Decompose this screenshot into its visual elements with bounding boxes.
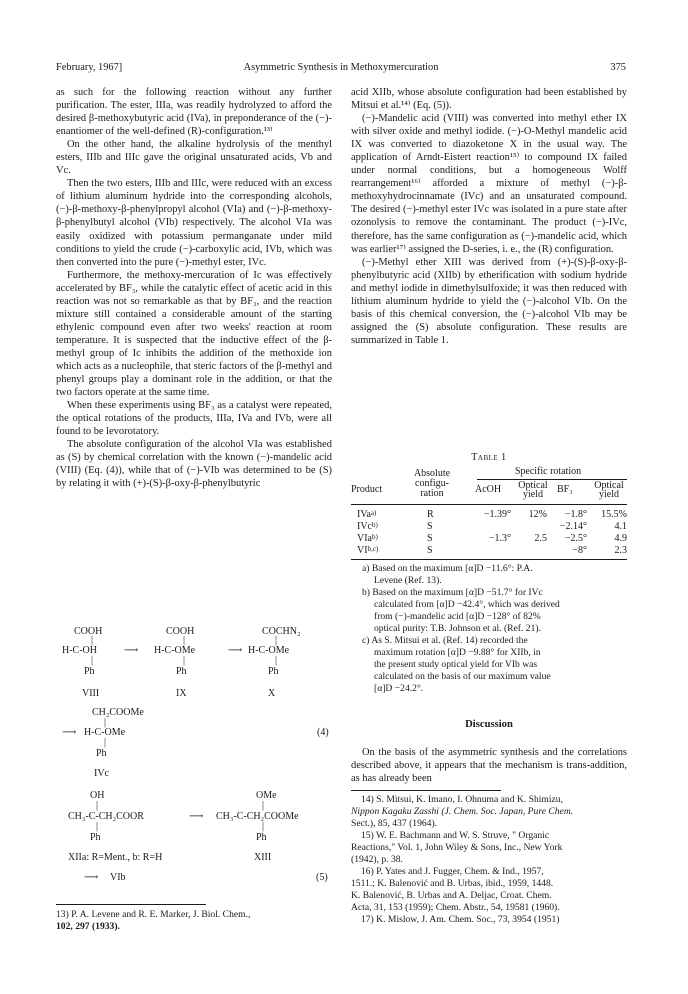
table-note: c) As S. Mitsui et al. (Ref. 14) recorded the xyxy=(362,635,528,646)
scheme-eq4: COOH COOH COCHN₂ | | | H-C-OH ⟶ H-C-OMe ⟶ H-C-OMe | | | Ph Ph Ph VIII IX X CH₂COOMe | ⟶ H-C-OMe (4) | Ph IVc xyxy=(62,626,329,779)
paragraph: The absolute configuration of the alcohol VIa was established as (S) by chemical correlation with the known (−)-mandelic acid (VIII) (Eq. (4)), while that of (−)-VIb was determined to be (S) by relating it with (+)-(S)-β-oxy-β-phenylbutyric xyxy=(56,439,332,490)
chem-text: COOH xyxy=(166,626,195,637)
footnote-line: 102, 297 (1933). xyxy=(56,921,120,932)
chem-text: COCHN₂ xyxy=(262,626,301,637)
col-header-absolute: ration xyxy=(420,488,444,499)
col-header-absolute: configu- xyxy=(415,478,449,489)
col-header-acoh: AcOH xyxy=(475,484,502,495)
header-title: Asymmetric Synthesis in Methoxymercuration xyxy=(243,62,439,73)
table-cell: R xyxy=(427,509,434,520)
table-note: calculated on the basis of our maximum value xyxy=(374,671,551,682)
footnote-line: K. Balenović, B. Urbas and A. Deljac, Croat. Chem. xyxy=(351,890,552,901)
table-cell: −1.8° xyxy=(564,509,587,520)
table-rule xyxy=(351,559,627,560)
compound-label: IVc xyxy=(94,768,109,779)
compound-label: IX xyxy=(176,688,187,699)
page-number: 375 xyxy=(610,62,626,73)
right-column xyxy=(351,86,627,347)
chem-text: CH₃-C-CH₂COOR xyxy=(68,811,144,822)
table-cell: VI$^{b,c)}$ xyxy=(357,545,379,556)
chem-text: COOH xyxy=(74,626,103,637)
section-heading: Discussion xyxy=(465,719,513,730)
table-cell: −2.5° xyxy=(564,533,587,544)
compound-label: X xyxy=(268,688,276,699)
paragraph: Then the two esters, IIIb and IIIc, were reduced with an excess of lithium aluminum hydride into the corresponding alcohols, (−)-β-methoxy-β-phenylpropyl alcohol (VIa) and (−)-β-methoxy-β-phenylbutyl alcohol (VIb) respectively. The alcohol VIa was easily oxidized with potassium permanganate under mild conditions to yield the crude (−)-carboxylic acid, IVb, which was then converted into the pure (−)-methyl ester, IVc. xyxy=(56,178,332,268)
footnotes-right xyxy=(351,794,627,929)
col-header-yield: yield xyxy=(523,489,543,500)
table-cell: −1.39° xyxy=(483,509,511,520)
table-note: optical purity: T.B. Johnson et al. (Ref. 21). xyxy=(374,623,541,634)
table-cell: IVa$^{a)}$ xyxy=(357,509,377,520)
col-header-product: Product xyxy=(351,484,383,495)
arrow: ⟶ xyxy=(124,645,139,656)
table-cell: 2.5 xyxy=(534,533,547,544)
equation-number: (4) xyxy=(317,727,329,738)
chem-text: H-C-OMe xyxy=(84,727,126,738)
arrow: ⟶ xyxy=(189,811,204,822)
left-column xyxy=(56,86,332,490)
paragraph: as such for the following reaction without any further purification. The ester, IIIa, was readily hydrolyzed to afford the desired β-methoxybutyric acid (IVa), in preponderance of the (−)-enantiomer of the well-defined (R)-configuration.¹³⁾ xyxy=(56,87,332,138)
chem-text: OH xyxy=(90,790,105,801)
footnote-line: (1942), p. 38. xyxy=(351,854,403,865)
table-cell: 4.1 xyxy=(614,521,627,532)
paragraph: When these experiments using BF₃ as a catalyst were repeated, the optical rotations of the products, IIIa, IVa and IVb, were all found to be levorotatory. xyxy=(56,400,332,438)
col-header-yield: Optical xyxy=(594,480,624,491)
chem-text: Ph xyxy=(176,666,187,677)
footnote-line: 17) K. Mislow, J. Am. Chem. Soc., 73, 3954 (1951) xyxy=(361,914,560,925)
col-header-bf3: BF₃ xyxy=(557,484,573,495)
col-header-yield: yield xyxy=(599,489,619,500)
table-note: the present study optical yield for VIb was xyxy=(374,659,538,670)
table-cell: S xyxy=(427,533,433,544)
col-header-yield: Optical xyxy=(518,480,548,491)
table-cell: IVc$^{b)}$ xyxy=(357,521,378,532)
table-rule xyxy=(351,504,627,505)
running-header xyxy=(56,62,626,76)
chem-text: Ph xyxy=(268,666,279,677)
chem-text: Ph xyxy=(256,832,267,843)
compound-label: VIb xyxy=(110,872,126,883)
scheme-eq5: OH OMe | | CH₃-C-CH₂COOR ⟶ CH₃-C-CH₂COOMe | | Ph Ph XIIa: R=Ment., b: R=H XIII ⟶ VIb (5) xyxy=(68,790,328,883)
chem-text: Ph xyxy=(96,748,107,759)
table-cell: S xyxy=(427,521,433,532)
arrow: ⟶ xyxy=(228,645,243,656)
chem-text: H-C-OMe xyxy=(248,645,290,656)
table-note: calculated from [α]D −42.4°, which was derived xyxy=(374,599,560,610)
chem-text: CH₂COOMe xyxy=(92,707,144,718)
table-cell: S xyxy=(427,545,433,556)
footnotes-left xyxy=(56,909,336,939)
footnote-line: 15) W. E. Bachmann and W. S. Struve, " Organic xyxy=(361,830,550,841)
discussion-text xyxy=(351,746,627,785)
table-cell: 15.5% xyxy=(601,509,627,520)
footnote-rule xyxy=(351,790,501,791)
paragraph: On the basis of the asymmetric synthesis and the correlations described above, it appears that the mechanism is trans-addition, as has already been xyxy=(351,747,627,785)
table-caption: Table 1 xyxy=(471,452,507,463)
table-cell: −2.14° xyxy=(559,521,587,532)
footnote-line: 1511.; K. Balenović and B. Urbas, ibid., 1959, 1448. xyxy=(351,878,554,889)
table-note: a) Based on the maximum [α]D −11.6°: P.A. xyxy=(362,563,533,574)
table-note: b) Based on the maximum [α]D −51.7° for IVc xyxy=(362,587,543,598)
table-notes xyxy=(362,563,627,698)
col-header-specific: Specific rotation xyxy=(514,466,582,477)
table-note: Levene (Ref. 13). xyxy=(374,575,442,586)
footnote-line: Acta, 31, 153 (1959); Chem. Abstr., 54, 19581 (1960). xyxy=(351,902,560,913)
compound-label: XIIa: R=Ment., b: R=H xyxy=(68,852,163,863)
compound-label: VIII xyxy=(82,688,100,699)
header-date: February, 1967] xyxy=(56,62,123,73)
footnote-line: 13) P. A. Levene and R. E. Marker, J. Biol. Chem., xyxy=(56,909,251,920)
table-note: [α]D −24.2°. xyxy=(374,683,424,694)
arrow: ⟶ xyxy=(62,727,77,738)
paragraph: (−)-Mandelic acid (VIII) was converted into methyl ether IX with silver oxide and methyl iodide. (−)-O-Methyl mandelic acid IX was converted to diazoketone X in the usual way. The application of Arndt-Eistert reaction¹⁵⁾ to compound IX failed under normal conditions, but a homogeneous Wolff rearrangement¹⁶⁾ afforded a mixture of methyl (−)-β-methoxyhydrocinnamate (IVc) and an unsaturated compound. The desired (−)-methyl ester IVc was isolated in a pure state after ozonolysis to remove the contaminant. The product (−)-IVc, therefore, has the same configuration as (−)-mandelic acid, which was earlier¹⁷⁾ assigned the D-series, i. e., the (R) configuration. xyxy=(351,113,627,255)
table-cell: 12% xyxy=(528,509,547,520)
footnote-line: 14) S. Mitsui, K. Imano, I. Ohnuma and K. Shimizu, xyxy=(361,794,563,805)
paragraph: acid XIIb, whose absolute configuration had been established by Mitsui et al.¹⁴⁾ (Eq. (5)). xyxy=(351,87,627,112)
footnote-rule xyxy=(56,904,206,905)
chem-text: H-C-OMe xyxy=(154,645,196,656)
table-cell: 4.9 xyxy=(614,533,627,544)
chem-text: H-C-OH xyxy=(62,645,97,656)
chem-text: Ph xyxy=(90,832,101,843)
footnote-line: Sect.), 85, 437 (1964). xyxy=(351,818,438,829)
table-note: from (−)-mandelic acid [α]D −128° of 82% xyxy=(374,611,541,622)
col-header-absolute: Absolute xyxy=(413,468,451,479)
paragraph: On the other hand, the alkaline hydrolysis of the menthyl esters, IIIb and IIIc gave the original unsaturated acids, Vb and Vc. xyxy=(56,139,332,177)
chem-text: CH₃-C-CH₂COOMe xyxy=(216,811,299,822)
table-note: maximum rotation [α]D −9.88° for XIIb, in xyxy=(374,647,541,658)
paragraph: Furthermore, the methoxy-mercuration of Ic was effectively accelerated by BF₃, while the catalytic effect of acetic acid in this reaction was not so remarkable as that by BF₃, and the reaction mixture still contained a considerable amount of the starting ethylenic compound even after two weeks' reaction at room temperature. It is suspected that the inductive effect of the β-methyl group of Ic inhibits the addition of the methoxide ion which acts as a nucleophile, that steric factors of the β-methyl and phenyl groups play a dominant role in the addition, or that the two factors operate at the same time. xyxy=(56,269,333,399)
chem-text: Ph xyxy=(84,666,95,677)
chem-text: OMe xyxy=(256,790,277,801)
table-cell: −8° xyxy=(572,545,587,556)
table-cell: 2.3 xyxy=(614,545,627,556)
footnote-line: Nippon Kagaku Zasshi (J. Chem. Soc. Japan, Pure Chem. xyxy=(351,806,574,817)
paragraph: (−)-Methyl ether XIII was derived from (+)-(S)-β-oxy-β-phenylbutyric acid (XIIb) by etherification with sodium hydride and methyl iodide in dimethylsulfoxide; it was then reduced with lithium aluminum hydride to yield the (−)-alcohol VIb. On the basis of this chemical conversion, the (−)-alcohol VIb may be assigned the (S) absolute configuration. These results are summarized in Table 1. xyxy=(351,256,627,346)
table-cell: −1.3° xyxy=(488,533,511,544)
arrow: ⟶ xyxy=(84,872,99,883)
footnote-line: 16) P. Yates and J. Fugger, Chem. & Ind., 1957, xyxy=(361,866,544,877)
compound-label: XIII xyxy=(254,852,272,863)
equation-number: (5) xyxy=(316,872,328,883)
table-cell: VIa$^{b)}$ xyxy=(357,533,378,544)
footnote-line: Reactions," Vol. 1, John Wiley & Sons, Inc., New York xyxy=(351,842,563,853)
